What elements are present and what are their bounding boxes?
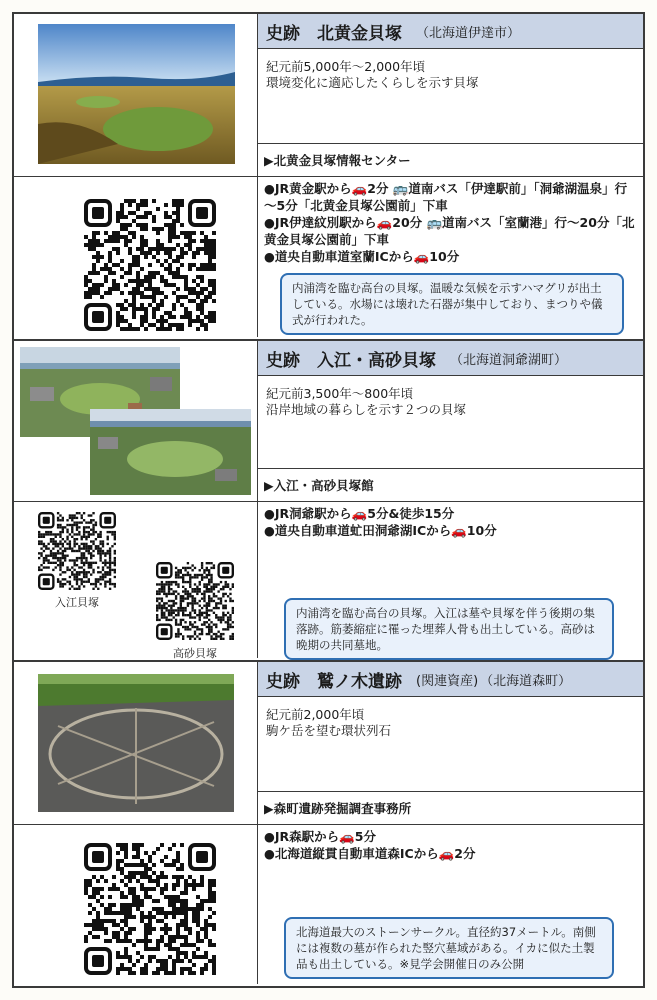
site-section-washinoki [14, 662, 643, 986]
site-description: 内浦湾を臨む高台の貝塚。温暖な気候を示すハマグリが出土している。水場には壊れた石器が集中しており、まつりや儀式が行われた。 [280, 273, 624, 335]
qr-label-takasago: 高砂貝塚 [173, 647, 217, 660]
access-info: ●JR森駅から🚗5分 ●北海道縦貫自動車道森ICから🚗2分 [264, 829, 476, 861]
qr-code-irie[interactable] [38, 512, 116, 594]
site-period: 紀元前3,500年～800年頃 沿岸地域の暮らしを示す２つの貝塚 [266, 386, 467, 417]
qr-cell [14, 502, 258, 658]
access-info: ●JR黄金駅から🚗2分 🚌道南バス「伊達駅前」「洞爺湖温泉」行～5分「北黄金貝塚公園前」下車 ●JR伊達紋別駅から🚗20分 🚌道南バス「室蘭港」行～20分「北黄金貝塚公園前」下車 ●道央自動車道室蘭ICから🚗10分 [264, 181, 635, 264]
site-section-kitakogane [14, 14, 643, 341]
qr-code[interactable] [84, 199, 216, 335]
photo-cell [14, 341, 258, 501]
access-info: ●JR洞爺駅から🚗5分&徒歩15分 ●道央自動車道虻田洞爺湖ICから🚗10分 [264, 506, 497, 538]
qr-cell [14, 825, 258, 984]
site-description: 内浦湾を臨む高台の貝塚。入江は墓や貝塚を伴う後期の集落跡。筋萎縮症に罹った埋葬人骨も出土している。高砂は晩期の共同墓地。 [284, 598, 614, 660]
facility-link[interactable]: ▶北黄金貝塚情報センター [258, 143, 643, 176]
takasago-photo [90, 409, 251, 495]
sites-sheet [12, 12, 645, 988]
qr-cell [14, 177, 258, 337]
photo-cell [14, 662, 258, 824]
site-description: 北海道最大のストーンサークル。直径約37メートル。南側には複数の墓が作られた竪穴墓域がある。イカに似た土製品も出土している。※見学会開催日のみ公開 [284, 917, 614, 979]
photo-cell [14, 14, 258, 176]
site-title: 史跡 入江・高砂貝塚 （北海道洞爺湖町） [258, 341, 643, 376]
qr-code-takasago[interactable] [156, 562, 234, 644]
site-title: 史跡 鷲ノ木遺跡 (関連資産) （北海道森町） [258, 662, 643, 697]
facility-link[interactable]: ▶入江・高砂貝塚館 [258, 468, 643, 501]
site-section-irie-takasago [14, 341, 643, 662]
washinoki-photo [38, 674, 234, 812]
site-title: 史跡 北黄金貝塚 （北海道伊達市） [258, 14, 643, 49]
qr-code[interactable] [84, 843, 216, 979]
qr-label-irie: 入江貝塚 [55, 596, 99, 609]
facility-link[interactable]: ▶森町遺跡発掘調査事務所 [258, 791, 643, 824]
site-period: 紀元前2,000年頃 駒ケ岳を望む環状列石 [266, 707, 392, 738]
site-period: 紀元前5,000年～2,000年頃 環境変化に適応したくらしを示す貝塚 [266, 59, 479, 90]
kitakogane-photo [38, 24, 235, 164]
